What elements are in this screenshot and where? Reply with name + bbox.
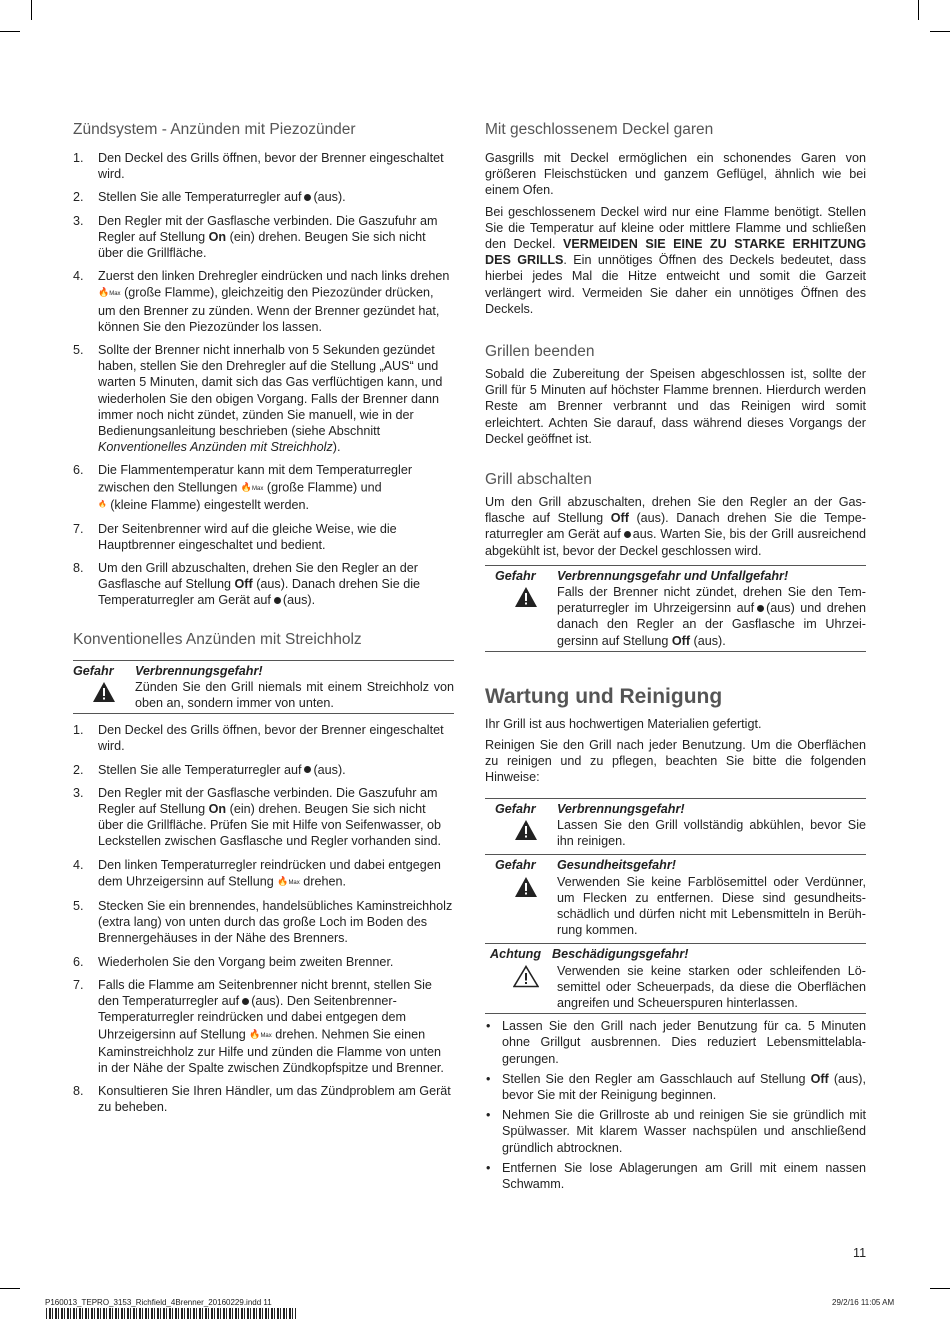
list-item: 7. Falls die Flamme am Seitenbrenner nicht brennt, stellen Sie den Temperaturregler auf (aus). Den Seitenbrenner-Temperaturregler reindrücken und dabei entgegen dem Uhrzeigersinn auf Stellung 🔥Max drehen. Nehmen Sie einen Kaminstreichholz zur Hilfe und zünden die Flamme von unten in der Nähe der Spalte zwischen Zündkopfspitze und Brenner. bbox=[73, 977, 444, 1075]
section-title-switch-off: Grill abschalten bbox=[485, 471, 592, 489]
list-item: 3. Den Regler mit der Gasflasche verbinden. Die Gaszufuhr am Regler auf Stellung On (ein) drehen. Beugen Sie sich nicht über die Grillfläche. bbox=[73, 213, 438, 261]
cleaning-tips bbox=[485, 1018, 866, 1192]
crop-mark bbox=[0, 31, 20, 32]
paragraph: Um den Grill abzuschalten, drehen Sie den Regler an der Gasflasche auf Stellung Off (aus). Danach drehen Sie die Temperaturregler am Gerät auf aus. Warten Sie, bis der Grill ausreichend abgekühlt ist, bevor der Deckel geschlossen wird. bbox=[485, 495, 867, 558]
list-item: 3. Den Regler mit der Gasflasche verbinden. Die Gaszufuhr am Regler auf Stellung On (ein) drehen. Beugen Sie sich nicht über die Grillfläche. Prüfen Sie mit Hilfe von Seifenwasser, ob Leckstellen zwischen Gasflasche und Regler vorhanden sind. bbox=[73, 785, 442, 849]
list-item: 2. Stellen Sie alle Temperaturregler auf (aus). bbox=[73, 190, 346, 205]
off-dot-icon bbox=[304, 194, 311, 201]
list-item: 1. Den Deckel des Grills öffnen, bevor der Brenner eingeschaltet wird. bbox=[73, 723, 444, 754]
list-item: 6. Wiederholen Sie den Vorgang beim zweiten Brenner. bbox=[73, 954, 394, 969]
warning-triangle-icon bbox=[514, 586, 538, 608]
paragraph: Sobald die Zubereitung der Speisen abgeschlossen ist, sollte der Grill für 5 Minuten auf höchster Flamme brennen. Hierdurch werden Reste am Brenner verbrannt und das Reinigen wird somit erleichtert. Achten Sie darauf, dass während dieses Vorgangs der Deckel geöffnet ist. bbox=[485, 367, 866, 446]
registration-bar bbox=[46, 1308, 296, 1319]
crop-mark bbox=[31, 0, 32, 20]
large-flame-icon: 🔥Max bbox=[277, 875, 300, 886]
match-steps bbox=[73, 722, 454, 1115]
warning-box: Gefahr Verbrennungsgefahr! Zünden Sie den Grill niemals mit einem Streichholz von oben an, sondern immer von unten. bbox=[73, 660, 454, 715]
list-item: 6. Die Flammentemperatur kann mit dem Temperaturregler zwischen den Stellungen 🔥Max (große Flamme) und 🔥 (kleine Flamme) eingestellt werden. bbox=[73, 463, 413, 512]
list-item: 5. Sollte der Brenner nicht innerhalb von 5 Sekunden gezündet haben, stellen Sie den Drehregler auf die Stellung „AUS“ und warten 5 Minuten, damit sich das Gas verflüchtigen kann, und wiederholen Sie den obigen Vorgang. Falls der Brenner dann immer noch nicht zündet, zünden Sie manuell, wie in der Bedienungsanleitung beschrieben (siehe Abschnitt Konventionelles Anzünden mit Streichholz). bbox=[73, 343, 443, 455]
paragraph: Ihr Grill ist aus hochwertigen Materialien gefertigt. bbox=[485, 716, 762, 731]
warning-triangle-icon bbox=[514, 876, 538, 898]
off-dot-icon bbox=[242, 998, 249, 1005]
print-date: 29/2/16 11:05 AM bbox=[832, 1298, 895, 1307]
section-title-maintenance: Wartung und Reinigung bbox=[485, 684, 723, 708]
paragraph: Bei geschlossenem Deckel wird nur eine Flamme benötigt. Stellen Sie die Temperatur auf kleine oder mittlere Flamme und schließen den Deckel. VERMEIDEN SIE EINE ZU STARKE ERHITZUNG DES GRILLS. Ein unnötiges Öffnen des Deckels bedeutet, dass hierbei jedes Mal die Hitze entweicht und somit die Garzeit verlängert wird. Vermeiden Sie daher ein unnötiges Öffnen des Deckels. bbox=[485, 204, 866, 316]
list-item: • Stellen Sie den Regler am Gasschlauch auf Stellung Off (aus), bevor Sie mit der Reinigung beginnen. bbox=[485, 1071, 866, 1103]
section-title-match: Konventionelles Anzünden mit Streichholz bbox=[73, 630, 362, 648]
crop-mark bbox=[930, 1288, 950, 1289]
list-item: • Entfernen Sie lose Ablagerungen am Grill mit einem nassen Schwamm. bbox=[485, 1160, 866, 1192]
off-dot-icon bbox=[304, 766, 311, 773]
list-item: 4. Den linken Temperaturregler reindrücken und dabei entgegen dem Uhrzeigersinn auf Stellung 🔥Max drehen. bbox=[73, 857, 454, 891]
crop-mark bbox=[918, 0, 919, 20]
list-item: • Lassen Sie den Grill nach jeder Benutzung für ca. 5 Minuten ohne Grillgut ausbrennen. Dies reduziert Lebensmittelablagerungen. bbox=[485, 1018, 866, 1067]
warning-box: Gefahr Verbrennungsgefahr und Unfallgefahr! Falls der Brenner nicht zündet, drehen Sie den Temperaturregler im Uhrzeigersinn auf (aus) und drehen danach den Regler an der Gasflasche im Uhrzeigersinn auf Stellung Off (aus). bbox=[485, 565, 866, 652]
print-slug: P160013_TEPRO_3153_Richfield_4Brenner_20160229.indd 11 bbox=[45, 1298, 272, 1307]
off-dot-icon bbox=[624, 531, 631, 538]
small-flame-icon: 🔥 bbox=[98, 501, 107, 509]
section-title-finish-grilling: Grillen beenden bbox=[485, 343, 595, 361]
off-dot-icon bbox=[757, 605, 764, 612]
left-column bbox=[73, 120, 454, 1123]
list-item: 1. Den Deckel des Grills öffnen, bevor der Brenner eingeschaltet wird. bbox=[73, 151, 444, 182]
caution-triangle-icon bbox=[513, 965, 539, 988]
warning-triangle-icon bbox=[514, 819, 538, 841]
paragraph: Gasgrills mit Deckel ermöglichen ein schonendes Garen von größeren Fleischstücken und ganzem Geflügel, ähnlich wie bei einem Ofen. bbox=[485, 151, 866, 198]
section-title-closed-lid: Mit geschlossenem Deckel garen bbox=[485, 121, 714, 138]
large-flame-icon: 🔥Max bbox=[249, 1028, 272, 1039]
piezo-steps bbox=[73, 150, 454, 609]
list-item: • Nehmen Sie die Grillroste ab und reinigen Sie sie gründlich mit Spülwasser. Mit klarem Wasser nachspülen und anschließend gründlich abtrocknen. bbox=[485, 1107, 866, 1156]
list-item: 5. Stecken Sie ein brennendes, handelsübliches Kaminstreichholz (extra lang) von unten durch das große Loch im Boden des Brennergehäuses in der Nähe des Brenners. bbox=[73, 899, 453, 946]
list-item: 8. Konsultieren Sie Ihren Händler, um das Zündproblem am Gerät zu beheben. bbox=[73, 1084, 451, 1115]
paragraph: Reinigen Sie den Grill nach jeder Benutzung. Um die Oberflächen zu reinigen und zu pflegen, beachten Sie bitte die folgenden Hinweise: bbox=[485, 738, 866, 785]
list-item: 8. Um den Grill abzuschalten, drehen Sie den Regler an der Gasflasche auf Stellung Off (aus). Danach drehen Sie die Temperaturregler am Gerät auf (aus). bbox=[73, 561, 421, 608]
page-number: 11 bbox=[853, 1246, 867, 1260]
list-item: 2. Stellen Sie alle Temperaturregler auf (aus). bbox=[73, 762, 346, 777]
large-flame-icon: 🔥Max bbox=[240, 481, 264, 492]
crop-mark bbox=[930, 31, 950, 32]
warning-box: Gefahr Verbrennungsgefahr! Lassen Sie den Grill vollständig abkühlen, bevor Sie ihn reinigen. Gefahr Gesundheitsgefahr! Verwenden Sie keine Farblösemittel oder Verdünner, um Flecken zu entfernen. Diese sind gesundheitsschädlich und dürfen nicht mit Lebensmitteln in Berührung kommen. Achtung Beschädigungsgefahr! Verwenden sie keine starken oder schleifenden Lösemittel oder Scheuerpads, da diese die Oberflächen angreifen und Scheuerspuren hinterlassen. bbox=[485, 798, 866, 1014]
warning-triangle-icon bbox=[92, 681, 116, 703]
list-item: 4. Zuerst den linken Drehregler eindrücken und nach links drehen 🔥Max (große Flamme), gleichzeitig den Piezozünder drücken, um den Brenner zu zünden. Wenn der Brenner gezündet hat, können Sie den Piezozünder los lassen. bbox=[73, 269, 450, 334]
right-column bbox=[485, 120, 866, 1196]
list-item: 7. Der Seitenbrenner wird auf die gleiche Weise, wie die Hauptbrenner eingeschaltet und bedient. bbox=[73, 521, 397, 552]
off-dot-icon bbox=[274, 597, 281, 604]
section-title-piezo: Zündsystem - Anzünden mit Piezozünder bbox=[73, 121, 356, 138]
crop-mark bbox=[0, 1288, 20, 1289]
large-flame-icon: 🔥Max bbox=[98, 287, 121, 298]
